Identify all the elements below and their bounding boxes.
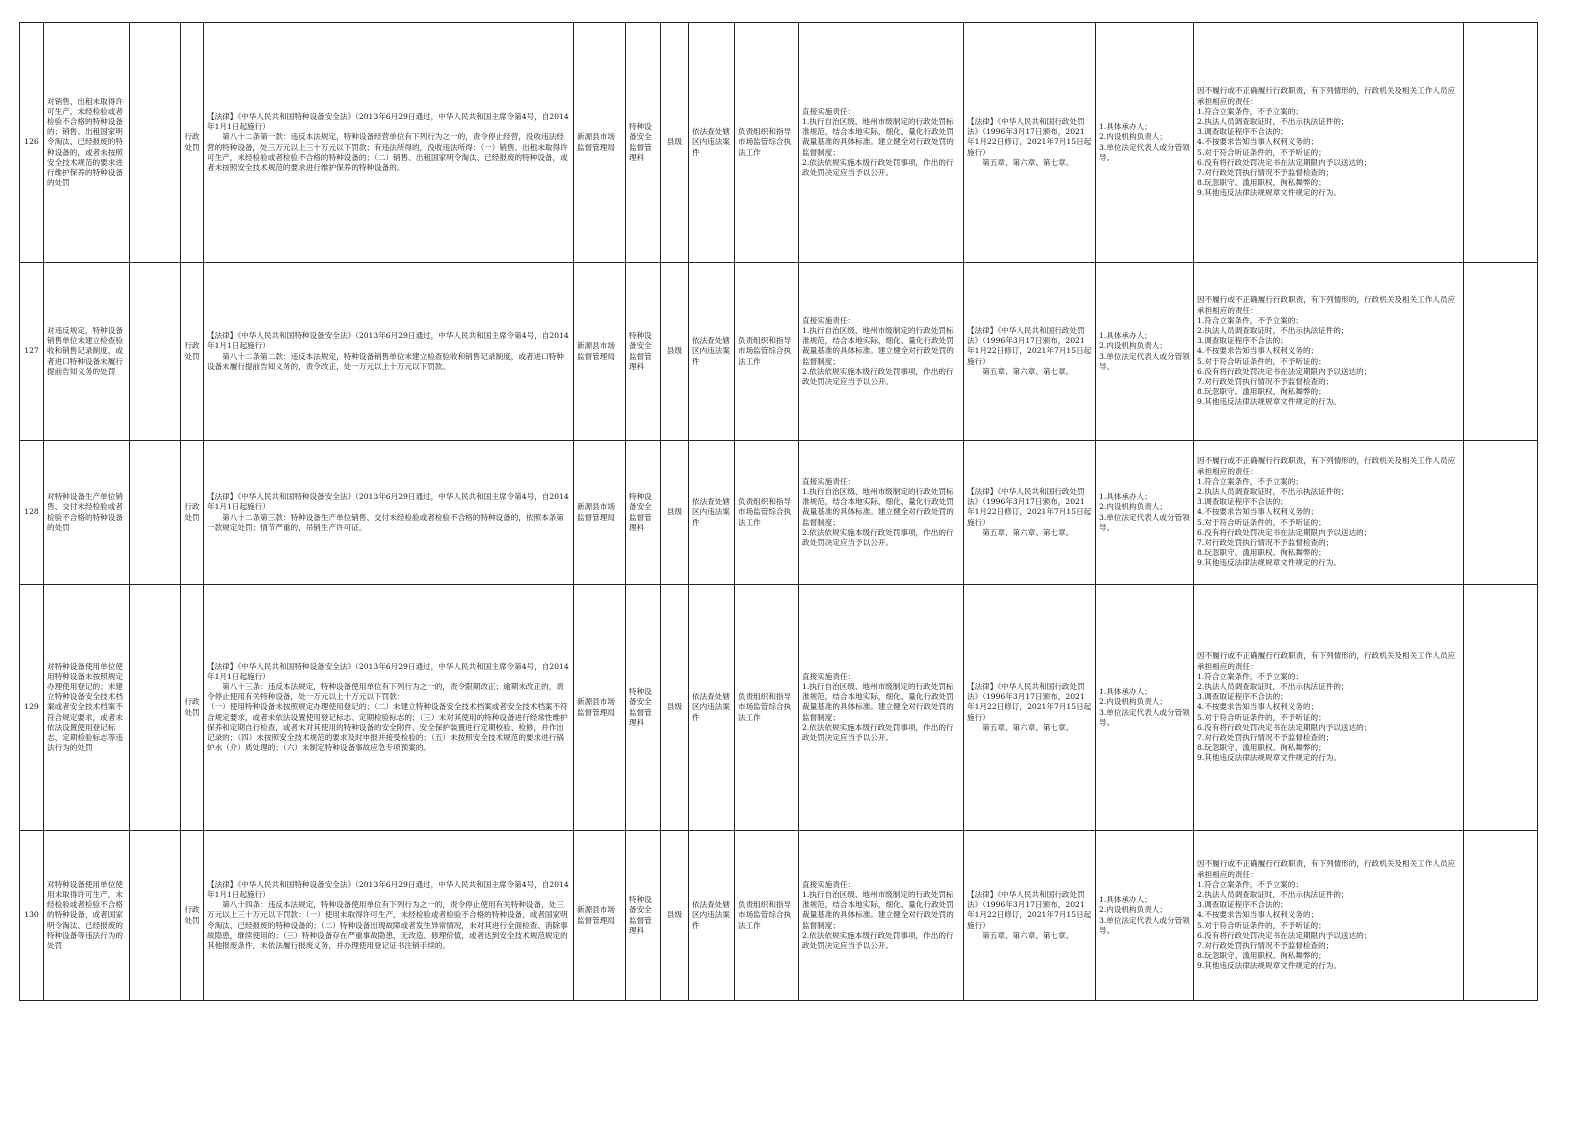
sub-item [130,585,181,831]
item-name: 对特种设备使用单位使用特种设备未按照规定办理使用登记的；未建立特种设备安全技术档案或者安全技术档案不符合规定要求，或者未依法设置使用登记标志、定期检验标志等违法行为的处罚 [44,585,130,831]
responsibility-basis [964,263,1096,441]
responsibility-text: 直接实施责任： 1.执行自治区级、地州市级制定的行政处罚标准规范，结合本地实际，细化、量化行政处罚裁量基准的具体标准。建立健全对行政处罚的监督制度； 2.依法依规实施本级行政处罚事项，作出的行政处罚决定应当予以公开。 [802,106,954,177]
responsible-subject [1096,23,1194,263]
responsibility-content [799,263,964,441]
responsible-subject-text: 1.具体承办人； 2.内设机构负责人； 3.单位法定代表人或分管领导。 [1099,895,1190,935]
implementing-department: 新源县市场监督管理局 [574,263,626,441]
responsibility-text: 直接实施责任： 1.执行自治区级、地州市级制定的行政处罚标准规范，结合本地实际，细化、量化行政处罚裁量基准的具体标准。建立健全对行政处罚的监督制度； 2.依法依规实施本级行政处罚事项，作出的行政处罚决定应当予以公开。 [802,476,954,547]
sub-item [130,441,181,585]
responsibility-table [19,22,1538,1001]
implementing-department: 新源县市场监督管理局 [574,23,626,263]
responsibility-basis [964,23,1096,263]
duty-description: 负责组织和指导市场监管综合执法工作 [735,831,799,1001]
responsibility-basis [964,441,1096,585]
duty-description: 负责组织和指导市场监管综合执法工作 [735,441,799,585]
responsibility-text: 直接实施责任： 1.执行自治区级、地州市级制定的行政处罚标准规范，结合本地实际，细化、量化行政处罚裁量基准的具体标准。建立健全对行政处罚的监督制度； 2.依法依规实施本级行政处罚事项，作出的行政处罚决定应当予以公开。 [802,879,954,950]
row-number: 130 [20,831,44,1001]
implementing-department: 新源县市场监督管理局 [574,441,626,585]
execution-level: 县级 [661,441,689,585]
responsibility-text: 直接实施责任： 1.执行自治区级、地州市级制定的行政处罚标准规范，结合本地实际，细化、量化行政处罚裁量基准的具体标准。建立健全对行政处罚的监督制度； 2.依法依规实施本级行政处罚事项，作出的行政处罚决定应当予以公开。 [802,315,954,386]
responsibility-content [799,585,964,831]
responsible-subject-text: 1.具体承办人； 2.内设机构负责人； 3.单位法定代表人或分管领导。 [1099,122,1190,162]
row-number: 128 [20,441,44,585]
implementing-department: 新源县市场监督管理局 [574,585,626,831]
responsible-office: 特种设备安全监督管理科 [626,23,661,263]
responsible-office: 特种设备安全监督管理科 [626,441,661,585]
duty-description: 负责组织和指导市场监管综合执法工作 [735,263,799,441]
responsible-office: 特种设备安全监督管理科 [626,585,661,831]
sub-item [130,831,181,1001]
table-row [20,263,1538,441]
item-type: 行政处罚 [181,585,204,831]
legal-basis-text: 【法律】《中华人民共和国特种设备安全法》（2013年6月29日通过，中华人民共和国主席令第4号，自2014年1月1日起施行） 第八十二条第一款：违反本法规定，特种设备经营单位有下列行为之一的，责令停止经营，没收违法经营的特种设备，处三万元以上三十万元以下罚款；有违法所得的，没收违法所得：（一）销售、出租未取得许可生产，未经检验或者检验不合格的特种设备的；（二）销售、出租国家明令淘汰、已经报废的特种设备，或者未按照安全技术规范的要求进行维护保养的特种设备的。 [207,111,569,172]
remark [1464,441,1538,585]
accountability-text: 因不履行或不正确履行行政职责，有下列情形的，行政机关及相关工作人员应承担相应的责任： 1.符合立案条件，不予立案的； 2.执法人员调查取证时，不出示执法证件的； 3.调查取证程序不合法的； 4.不按要求告知当事人权利义务的； 5.对于符合听证条件的，不予听证的； 6.没有将行政处罚决定书在法定期限内予以送达的； 7.对行政处罚执行情况不予监督检查的； 8.玩忽职守、滥用职权、徇私舞弊的； 9.其他违反法律法规规章文件规定的行为。 [1197,295,1456,407]
responsibility-basis-text: 【法律】《中华人民共和国行政处罚法》（1996年3月17日颁布，2021年1月22日修订，2021年7月15日起施行） 第五章、第六章、第七章。 [967,681,1092,732]
item-type: 行政处罚 [181,23,204,263]
legal-basis-text: 【法律】《中华人民共和国特种设备安全法》（2013年6月29日通过，中华人民共和国主席令第4号，自2014年1月1日起施行） 第八十二条第二款：违反本法规定，特种设备销售单位未建立检查验收和销售记录制度，或者进口特种设备未履行提前告知义务的，责令改正，处一万元以上十万元以下罚款。 [207,331,569,371]
responsible-subject-text: 1.具体承办人； 2.内设机构负责人； 3.单位法定代表人或分管领导。 [1099,331,1190,371]
execution-level: 县级 [661,585,689,831]
jurisdiction-scope: 依法查处辖区内违法案件 [689,585,735,831]
item-name: 对特种设备生产单位销售、交付未经检验或者检验不合格的特种设备的处罚 [44,441,130,585]
remark [1464,831,1538,1001]
responsibility-basis-text: 【法律】《中华人民共和国行政处罚法》（1996年3月17日颁布，2021年1月22日修订，2021年7月15日起施行） 第五章、第六章、第七章。 [967,325,1092,376]
legal-basis [204,23,574,263]
item-name: 对违反规定，特种设备销售单位未建立检查验收和销售记录制度，或者进口特种设备未履行提前告知义务的处罚 [44,263,130,441]
accountability [1194,585,1464,831]
remark [1464,263,1538,441]
table-row [20,23,1538,263]
legal-basis [204,441,574,585]
row-number: 129 [20,585,44,831]
accountability-text: 因不履行或不正确履行行政职责，有下列情形的，行政机关及相关工作人员应承担相应的责任： 1.符合立案条件，不予立案的； 2.执法人员调查取证时，不出示执法证件的； 3.调查取证程序不合法的； 4.不按要求告知当事人权利义务的； 5.对于符合听证条件的，不予听证的； 6.没有将行政处罚决定书在法定期限内予以送达的； 7.对行政处罚执行情况不予监督检查的； 8.玩忽职守、滥用职权、徇私舞弊的； 9.其他违反法律法规规章文件规定的行为。 [1197,859,1456,971]
responsible-office: 特种设备安全监督管理科 [626,831,661,1001]
sub-item [130,263,181,441]
responsible-subject-text: 1.具体承办人； 2.内设机构负责人； 3.单位法定代表人或分管领导。 [1099,687,1190,727]
legal-basis-text: 【法律】《中华人民共和国特种设备安全法》（2013年6月29日通过，中华人民共和国主席令第4号，自2014年1月1日起施行） 第八十二条第三款：特种设备生产单位销售、交付未经检验或者检验不合格的特种设备的，依照本条第一款规定处罚；情节严重的，吊销生产许可证。 [207,492,569,532]
accountability-text: 因不履行或不正确履行行政职责，有下列情形的，行政机关及相关工作人员应承担相应的责任： 1.符合立案条件，不予立案的； 2.执法人员调查取证时，不出示执法证件的； 3.调查取证程序不合法的； 4.不按要求告知当事人权利义务的； 5.对于符合听证条件的，不予听证的； 6.没有将行政处罚决定书在法定期限内予以送达的； 7.对行政处罚执行情况不予监督检查的； 8.玩忽职守、滥用职权、徇私舞弊的； 9.其他违反法律法规规章文件规定的行为。 [1197,651,1456,763]
responsibility-content [799,441,964,585]
responsible-subject [1096,263,1194,441]
responsibility-basis [964,831,1096,1001]
implementing-department: 新源县市场监督管理局 [574,831,626,1001]
table-row [20,585,1538,831]
accountability-text: 因不履行或不正确履行行政职责，有下列情形的，行政机关及相关工作人员应承担相应的责任： 1.符合立案条件，不予立案的； 2.执法人员调查取证时，不出示执法证件的； 3.调查取证程序不合法的； 4.不按要求告知当事人权利义务的； 5.对于符合听证条件的，不予听证的； 6.没有将行政处罚决定书在法定期限内予以送达的； 7.对行政处罚执行情况不予监督检查的； 8.玩忽职守、滥用职权、徇私舞弊的； 9.其他违反法律法规规章文件规定的行为。 [1197,456,1456,568]
duty-description: 负责组织和指导市场监管综合执法工作 [735,23,799,263]
responsible-subject [1096,585,1194,831]
accountability [1194,23,1464,263]
responsibility-basis [964,585,1096,831]
responsibility-basis-text: 【法律】《中华人民共和国行政处罚法》（1996年3月17日颁布，2021年1月22日修订，2021年7月15日起施行） 第五章、第六章、第七章。 [967,889,1092,940]
legal-basis-text: 【法律】《中华人民共和国特种设备安全法》（2013年6月29日通过，中华人民共和国主席令第4号，自2014年1月1日起施行） 第八十四条：违反本法规定，特种设备使用单位有下列行为之一的，责令停止使用有关特种设备，处三万元以上三十万元以下罚款：（一）使用未取得许可生产，未经检验或者检验不合格的特种设备，或者国家明令淘汰、已经报废的特种设备的；（二）特种设备出现故障或者发生异常情况，未对其进行全面检查、消除事故隐患，继续使用的；（三）特种设备存在严重事故隐患，无改造、修理价值，或者达到安全技术规范规定的其他报废条件，未依法履行报废义务，并办理使用登记证书注销手续的。 [207,879,569,950]
execution-level: 县级 [661,23,689,263]
jurisdiction-scope: 依法查处辖区内违法案件 [689,263,735,441]
row-number: 126 [20,23,44,263]
responsible-subject [1096,831,1194,1001]
responsible-subject-text: 1.具体承办人； 2.内设机构负责人； 3.单位法定代表人或分管领导。 [1099,492,1190,532]
responsibility-text: 直接实施责任： 1.执行自治区级、地州市级制定的行政处罚标准规范，结合本地实际，细化、量化行政处罚裁量基准的具体标准。建立健全对行政处罚的监督制度； 2.依法依规实施本级行政处罚事项，作出的行政处罚决定应当予以公开。 [802,671,954,742]
responsibility-basis-text: 【法律】《中华人民共和国行政处罚法》（1996年3月17日颁布，2021年1月22日修订，2021年7月15日起施行） 第五章、第六章、第七章。 [967,486,1092,537]
duty-description: 负责组织和指导市场监管综合执法工作 [735,585,799,831]
responsibility-content [799,831,964,1001]
table-row [20,831,1538,1001]
accountability-text: 因不履行或不正确履行行政职责，有下列情形的，行政机关及相关工作人员应承担相应的责任： 1.符合立案条件，不予立案的； 2.执法人员调查取证时，不出示执法证件的； 3.调查取证程序不合法的； 4.不按要求告知当事人权利义务的； 5.对于符合听证条件的，不予听证的； 6.没有将行政处罚决定书在法定期限内予以送达的； 7.对行政处罚执行情况不予监督检查的； 8.玩忽职守、滥用职权、徇私舞弊的； 9.其他违反法律法规规章文件规定的行为。 [1197,86,1456,198]
responsible-office: 特种设备安全监督管理科 [626,263,661,441]
responsibility-content [799,23,964,263]
item-name: 对销售、出租未取得许可生产，未经检验或者检验不合格的特种设备的；销售、出租国家明令淘汰、已经报废的特种设备的，或者未按照安全技术规范的要求进行维护保养的特种设备的处罚 [44,23,130,263]
jurisdiction-scope: 依法查处辖区内违法案件 [689,441,735,585]
jurisdiction-scope: 依法查处辖区内违法案件 [689,23,735,263]
item-type: 行政处罚 [181,831,204,1001]
item-type: 行政处罚 [181,441,204,585]
responsible-subject [1096,441,1194,585]
accountability [1194,441,1464,585]
responsibility-basis-text: 【法律】《中华人民共和国行政处罚法》（1996年3月17日颁布，2021年1月22日修订，2021年7月15日起施行） 第五章、第六章、第七章。 [967,116,1092,167]
accountability [1194,831,1464,1001]
table-row [20,441,1538,585]
accountability [1194,263,1464,441]
jurisdiction-scope: 依法查处辖区内违法案件 [689,831,735,1001]
execution-level: 县级 [661,263,689,441]
legal-basis [204,831,574,1001]
legal-basis [204,585,574,831]
row-number: 127 [20,263,44,441]
remark [1464,23,1538,263]
sub-item [130,23,181,263]
item-name: 对特种设备使用单位使用未取得许可生产，未经检验或者检验不合格的特种设备，或者国家明令淘汰、已经报废的特种设备等违法行为的处罚 [44,831,130,1001]
item-type: 行政处罚 [181,263,204,441]
remark [1464,585,1538,831]
legal-basis [204,263,574,441]
legal-basis-text: 【法律】《中华人民共和国特种设备安全法》（2013年6月29日通过，中华人民共和国主席令第4号，自2014年1月1日起施行） 第八十三条：违反本法规定，特种设备使用单位有下列行为之一的，责令限期改正；逾期未改正的，责令停止使用有关特种设备，处一万元以上十万元以下罚款： （一）使用特种设备未按照规定办理使用登记的；（二）未建立特种设备安全技术档案或者安全技术档案不符合规定要求，或者未依法设置使用登记标志、定期检验标志的；（三）未对其使用的特种设备进行经常性维护保养和定期自行检查，或者未对其使用的特种设备的安全附件、安全保护装置进行定期校验、检修，并作出记录的；（四）未按照安全技术规范的要求及时申报并接受检验的；（五）未按照安全技术规范的要求进行锅炉水（介）质处理的；（六）未制定特种设备事故应急专项预案的。 [207,661,569,753]
execution-level: 县级 [661,831,689,1001]
